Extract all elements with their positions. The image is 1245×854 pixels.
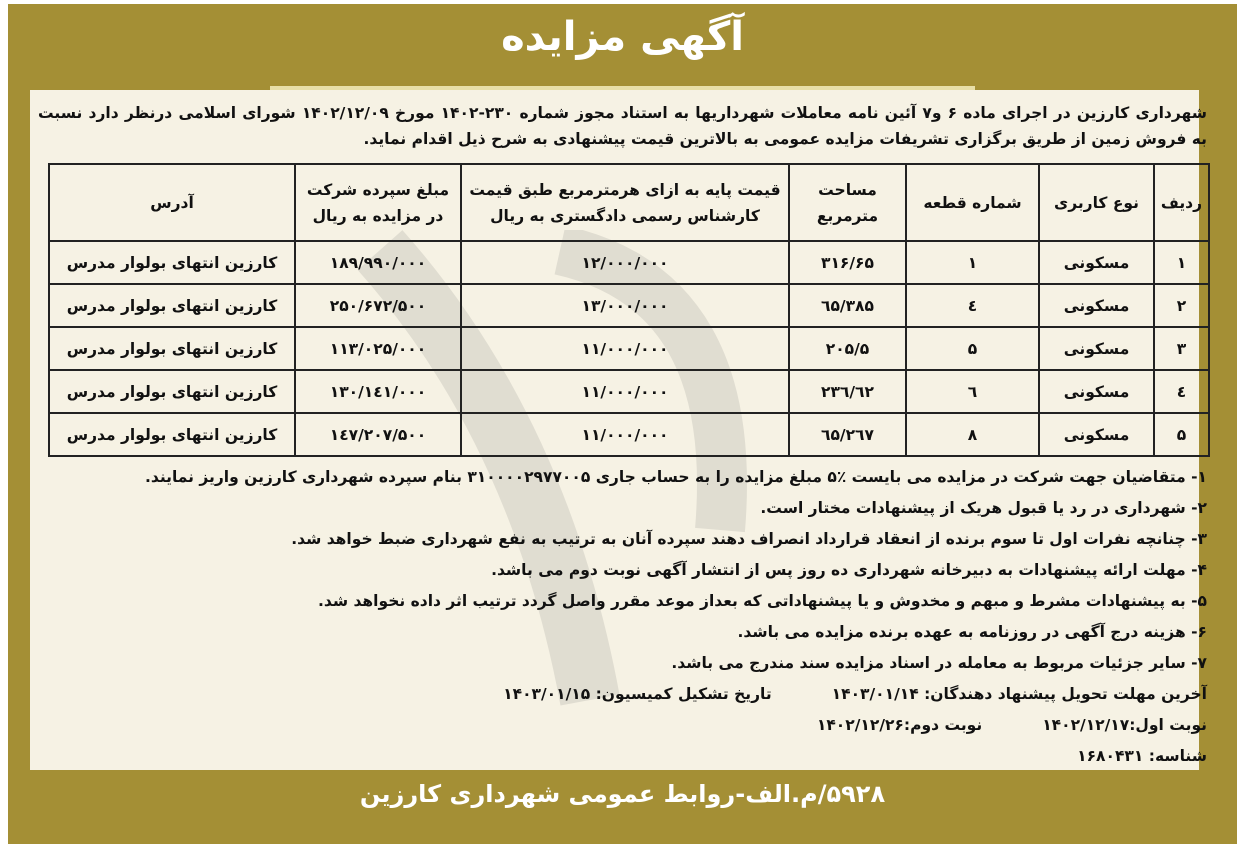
- cell-lot-number: ۵: [906, 327, 1039, 370]
- cell-area: ۲۳٦/٦۲: [789, 370, 906, 413]
- table-row: [49, 413, 1209, 456]
- cell-usage: مسکونی: [1039, 327, 1154, 370]
- cell-usage: مسکونی: [1039, 284, 1154, 327]
- cell-area: ۲٦۷/٦۵: [789, 413, 906, 456]
- cell-lot-number: ٦: [906, 370, 1039, 413]
- note-item: ۶- هزینه درج آگهی در روزنامه به عهده برنده مزایده می باشد.: [737, 623, 1207, 641]
- cell-usage: مسکونی: [1039, 241, 1154, 284]
- table-row: [49, 370, 1209, 413]
- cell-base-price: ۱۱/۰۰۰/۰۰۰: [461, 370, 789, 413]
- col-deposit: مبلغ سپرده شرکت در مزایده به ریال: [295, 164, 461, 241]
- cell-address: کارزین انتهای بولوار مدرس: [49, 284, 295, 327]
- col-area: مساحت مترمربع: [789, 164, 906, 241]
- cell-address: کارزین انتهای بولوار مدرس: [49, 413, 295, 456]
- footer-signature: ۵۹۲۸/م.الف-روابط عمومی شهرداری کارزین: [359, 780, 886, 808]
- col-row: ردیف: [1154, 164, 1209, 241]
- cell-deposit: ۱٤۷/۲۰۷/۵۰۰: [295, 413, 461, 456]
- note-item: ۳- چنانچه نفرات اول تا سوم برنده از انعقاد قرارداد انصراف دهند سپرده آنان به ترتیب به نفع شهرداری ضبط خواهد شد.: [291, 530, 1207, 548]
- note-item: ۴- مهلت ارائه پیشنهادات به دبیرخانه شهرداری ده روز پس از انتشار آگهی نوبت دوم می باشد.: [491, 561, 1207, 579]
- cell-row-number: ۵: [1154, 413, 1209, 456]
- cell-lot-number: ۸: [906, 413, 1039, 456]
- cell-deposit: ۱۱۳/۰۲۵/۰۰۰: [295, 327, 461, 370]
- first-publication: نوبت اول:۱۴۰۲/۱۲/۱۷: [1042, 716, 1207, 734]
- cell-deposit: ۲۵۰/۶۷۲/۵۰۰: [295, 284, 461, 327]
- cell-area: ۲۰۵/۵: [789, 327, 906, 370]
- col-lot: شماره قطعه: [906, 164, 1039, 241]
- note-item: ۵- به پیشنهادات مشرط و مبهم و مخدوش و یا پیشنهاداتی که بعداز موعد مقرر واصل گردد ترتیب اثر داده نخواهد شد.: [317, 592, 1207, 610]
- commission-date: تاریخ تشکیل کمیسیون: ۱۴۰۳/۰۱/۱۵: [503, 685, 772, 703]
- table-header-row: [49, 164, 1209, 241]
- cell-deposit: ۱۳۰/۱٤۱/۰۰۰: [295, 370, 461, 413]
- intro-paragraph: شهرداری کارزین در اجرای ماده ۶ و۷ آئین نامه معاملات شهرداریها به استناد مجوز شماره ۲۳۰-۱۴۰۲ مورخ ۱۴۰۲/۱۲/۰۹ شورای اسلامی درنظر دارد نسبت به فروش زمین از طریق برگزاری تشریفات مزایده عمومی به بالاترین قیمت پیشنهادی به شرح ذیل اقدام نماید.: [38, 104, 1207, 148]
- table-row: [49, 241, 1209, 284]
- cell-base-price: ۱۱/۰۰۰/۰۰۰: [461, 327, 789, 370]
- col-base-price: قیمت پایه به ازای هرمترمربع طبق قیمت کارشناس رسمی دادگستری به ریال: [461, 164, 789, 241]
- lots-table: [48, 163, 1210, 457]
- cell-base-price: ۱۲/۰۰۰/۰۰۰: [461, 241, 789, 284]
- ad-id: شناسه: ۱۶۸۰۴۳۱: [1077, 747, 1207, 765]
- deadline: آخرین مهلت تحویل پیشنهاد دهندگان: ۱۴۰۳/۰۱/۱۴: [831, 685, 1207, 703]
- cell-deposit: ۱۸۹/۹۹۰/۰۰۰: [295, 241, 461, 284]
- cell-base-price: ۱۳/۰۰۰/۰۰۰: [461, 284, 789, 327]
- cell-address: کارزین انتهای بولوار مدرس: [49, 241, 295, 284]
- col-usage: نوع کاربری: [1039, 164, 1154, 241]
- note-item: ۷- سایر جزئیات مربوط به معامله در اسناد مزایده سند مندرج می باشد.: [671, 654, 1207, 672]
- cell-row-number: ۳: [1154, 327, 1209, 370]
- cell-area: ۳۱۶/۶۵: [789, 241, 906, 284]
- ad-title: آگهی مزایده: [501, 14, 744, 60]
- notes: [37, 462, 1207, 772]
- cell-address: کارزین انتهای بولوار مدرس: [49, 370, 295, 413]
- table-row: [49, 327, 1209, 370]
- cell-address: کارزین انتهای بولوار مدرس: [49, 327, 295, 370]
- cell-lot-number: ٤: [906, 284, 1039, 327]
- cell-row-number: ۲: [1154, 284, 1209, 327]
- table-row: [49, 284, 1209, 327]
- note-item: ۲- شهرداری در رد یا قبول هریک از پیشنهادات مختار است.: [760, 499, 1207, 517]
- cell-lot-number: ۱: [906, 241, 1039, 284]
- cell-usage: مسکونی: [1039, 413, 1154, 456]
- cell-base-price: ۱۱/۰۰۰/۰۰۰: [461, 413, 789, 456]
- cell-row-number: ٤: [1154, 370, 1209, 413]
- cell-usage: مسکونی: [1039, 370, 1154, 413]
- second-publication: نوبت دوم:۱۴۰۲/۱۲/۲۶: [816, 716, 983, 734]
- cell-area: ۳۸۵/٦۵: [789, 284, 906, 327]
- note-item: ۱- متقاضیان جهت شرکت در مزایده می بایست ٪۵ مبلغ مزایده را به حساب جاری ۳۱۰۰۰۰۲۹۷۷۰۰۵ بنام سپرده شهرداری کارزین واریز نمایند.: [144, 468, 1207, 486]
- col-address: آدرس: [49, 164, 295, 241]
- cell-row-number: ۱: [1154, 241, 1209, 284]
